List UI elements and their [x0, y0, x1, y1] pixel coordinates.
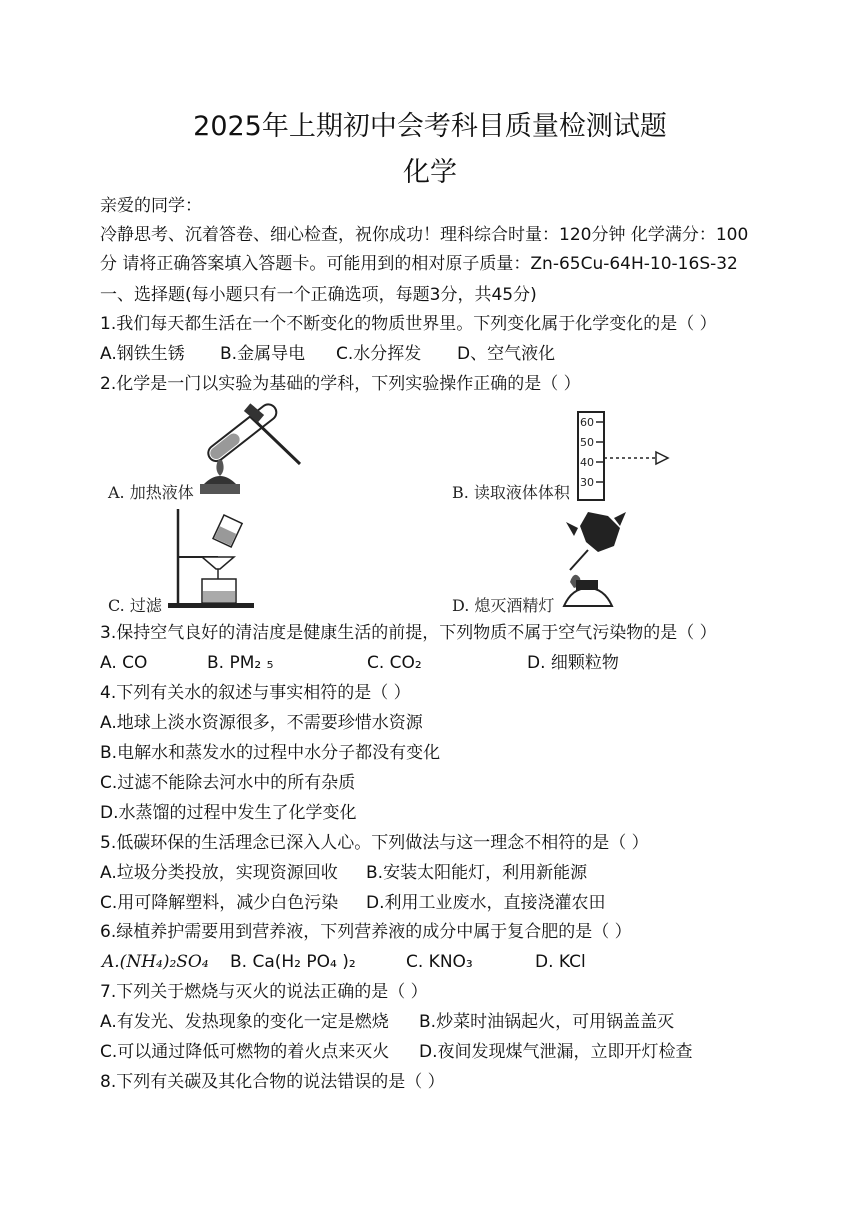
- q6-option-d: D. KCl: [535, 952, 586, 972]
- q1-option-a: A.钢铁生锈: [100, 344, 185, 364]
- q3-option-c: C. CO₂: [367, 653, 422, 673]
- figure-graduated-cylinder: [572, 408, 672, 504]
- q6-option-b: B. Ca(H₂ PO₄ )₂: [230, 952, 356, 972]
- cylinder-tick-40: 40: [580, 456, 594, 469]
- question-2-stem: 2.化学是一门以实验为基础的学科，下列实验操作正确的是（ ）: [100, 374, 581, 394]
- question-5-stem: 5.低碳环保的生活理念已深入人心。下列做法与这一理念不相符的是（ ）: [100, 833, 649, 853]
- figure-heating-liquid: [190, 398, 320, 503]
- q3-option-d: D. 细颗粒物: [527, 653, 619, 673]
- q6-option-a: A.(NH₄)₂SO₄: [102, 952, 209, 972]
- cylinder-tick-50: 50: [580, 436, 594, 449]
- q3-option-b: B. PM₂ ₅: [207, 653, 274, 673]
- q1-option-d: D、空气液化: [457, 344, 556, 364]
- q4-option-b: B.电解水和蒸发水的过程中水分子都没有变化: [100, 743, 441, 763]
- q7-option-b: B.炒菜时油锅起火，可用锅盖盖灭: [419, 1012, 675, 1032]
- q7-option-c: C.可以通过降低可燃物的着火点来灭火: [100, 1042, 390, 1062]
- intro-line-1: 冷静思考、沉着答卷、细心检查，祝你成功！理科综合时量：120分钟 化学满分：100: [100, 225, 749, 245]
- q3-option-a: A. CO: [100, 653, 148, 673]
- figure-extinguish-lamp: [558, 508, 638, 612]
- question-8-stem: 8.下列有关碳及其化合物的说法错误的是（ ）: [100, 1072, 445, 1092]
- q6-option-c: C. KNO₃: [406, 952, 473, 972]
- greeting: 亲爱的同学：: [100, 196, 202, 216]
- q5-option-a: A.垃圾分类投放，实现资源回收: [100, 863, 338, 883]
- q5-option-d: D.利用工业废水，直接浇灌农田: [366, 893, 606, 913]
- figure-label-b: B. 读取液体体积: [452, 483, 570, 502]
- cylinder-tick-60: 60: [580, 416, 594, 429]
- figure-label-a: A. 加热液体: [108, 483, 194, 502]
- q4-option-a: A.地球上淡水资源很多，不需要珍惜水资源: [100, 713, 423, 733]
- question-7-stem: 7.下列关于燃烧与灭火的说法正确的是（ ）: [100, 982, 428, 1002]
- figure-filtration: [166, 505, 256, 609]
- q1-option-b: B.金属导电: [220, 344, 306, 364]
- question-1-stem: 1.我们每天都生活在一个不断变化的物质世界里。下列变化属于化学变化的是（ ）: [100, 314, 717, 334]
- question-4-stem: 4.下列有关水的叙述与事实相符的是（ ）: [100, 683, 411, 703]
- question-3-stem: 3.保持空气良好的清洁度是健康生活的前提，下列物质不属于空气污染物的是（ ）: [100, 623, 717, 643]
- q5-option-c: C.用可降解塑料，减少白色污染: [100, 893, 339, 913]
- q7-option-d: D.夜间发现煤气泄漏，立即开灯检查: [419, 1042, 693, 1062]
- exam-title: 2025年上期初中会考科目质量检测试题: [193, 111, 667, 142]
- subject-title: 化学: [403, 157, 457, 188]
- intro-line-2: 分 请将正确答案填入答题卡。可能用到的相对原子质量：Zn-65Cu-64H-10-16S-32: [100, 254, 738, 274]
- section-heading: 一、选择题(每小题只有一个正确选项，每题3分，共45分): [100, 285, 537, 305]
- q1-option-c: C.水分挥发: [336, 344, 422, 364]
- q4-option-c: C.过滤不能除去河水中的所有杂质: [100, 773, 356, 793]
- cylinder-tick-30: 30: [580, 476, 594, 489]
- question-6-stem: 6.绿植养护需要用到营养液，下列营养液的成分中属于复合肥的是（ ）: [100, 922, 632, 942]
- q4-option-d: D.水蒸馏的过程中发生了化学变化: [100, 803, 357, 823]
- figure-label-c: C. 过滤: [108, 596, 162, 615]
- q7-option-a: A.有发光、发热现象的变化一定是燃烧: [100, 1012, 389, 1032]
- q5-option-b: B.安装太阳能灯，利用新能源: [366, 863, 588, 883]
- figure-label-d: D. 熄灭酒精灯: [452, 596, 555, 615]
